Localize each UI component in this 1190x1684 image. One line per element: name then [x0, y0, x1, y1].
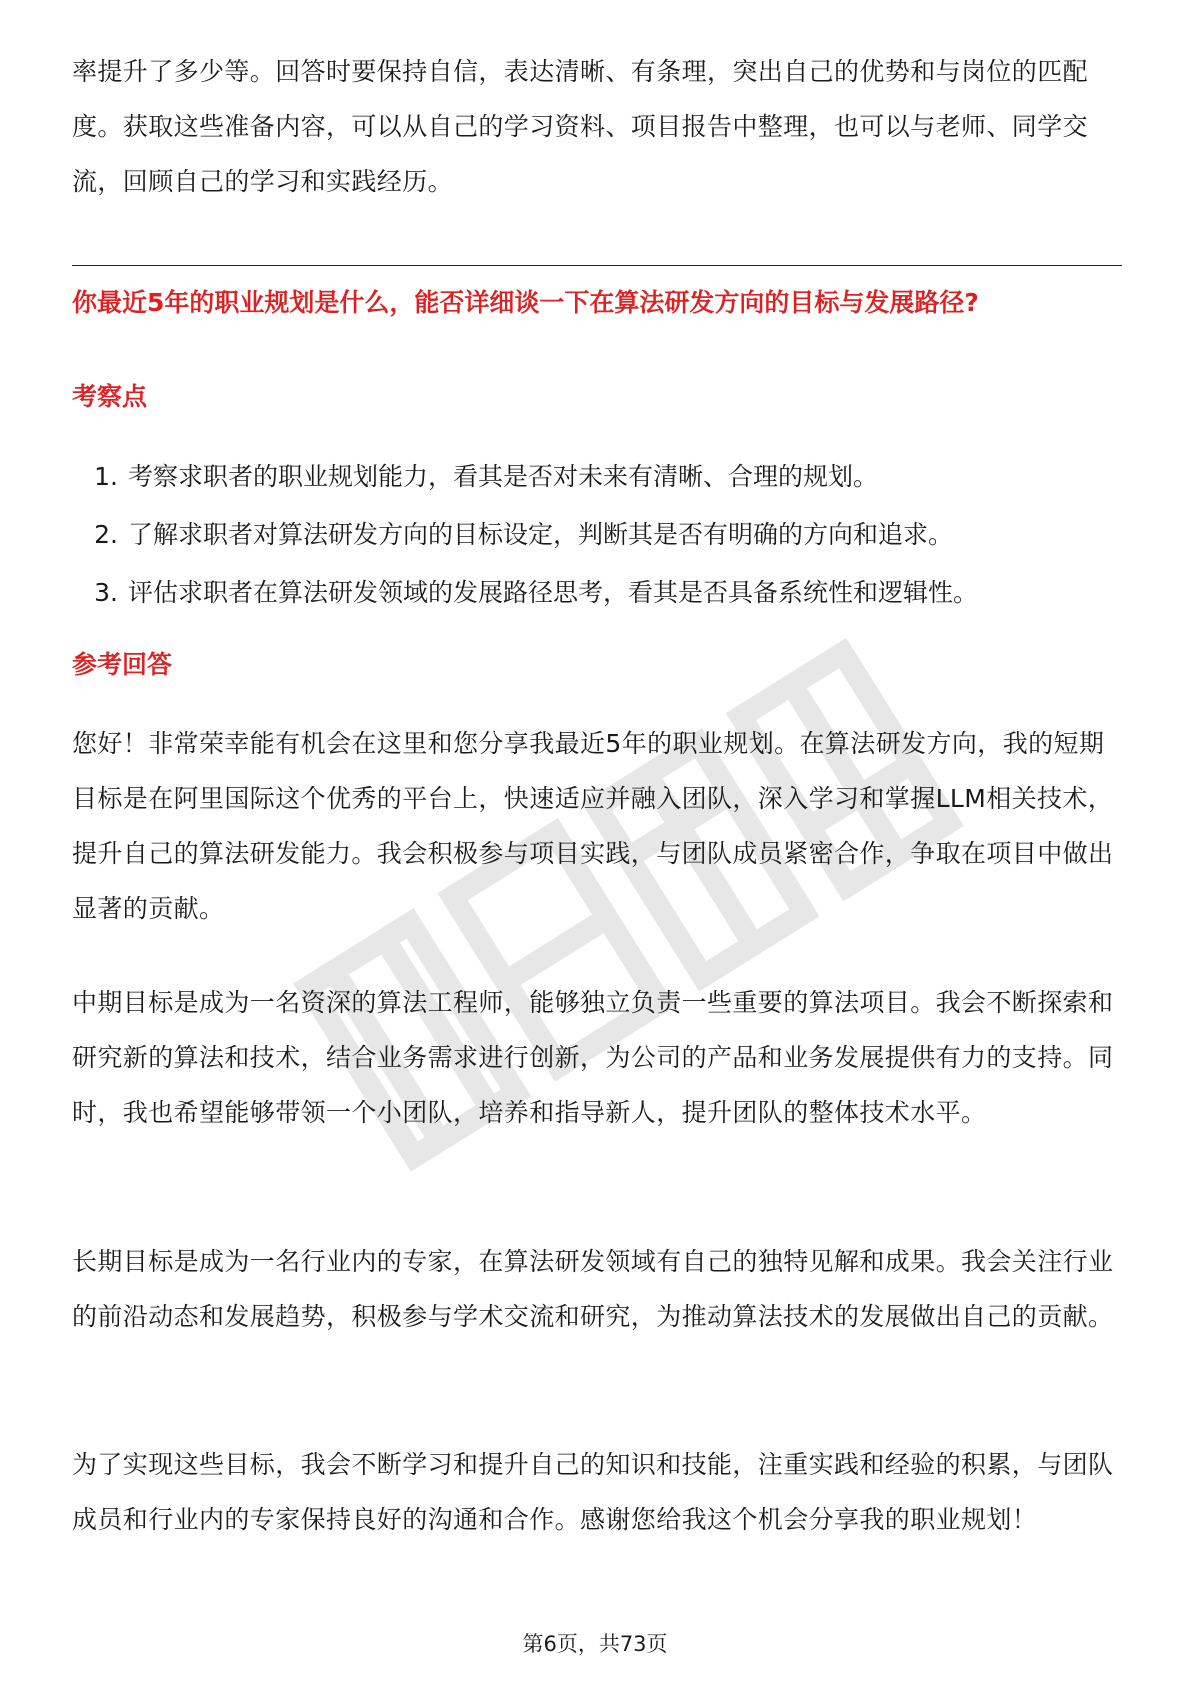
list-item-number: 1. [94, 462, 118, 491]
points-list [72, 448, 1122, 622]
answer-heading: 参考回答 [72, 650, 173, 679]
list-item [72, 506, 1122, 564]
answer-paragraph: 您好！非常荣幸能有机会在这里和您分享我最近5年的职业规划。在算法研发方向，我的短期目标是在阿里国际这个优秀的平台上，快速适应并融入团队，深入学习和掌握LLM相关技术，提升自己的算法研发能力。我会积极参与项目实践，与团队成员紧密合作，争取在项目中做出显著的贡献。 [72, 729, 1114, 923]
list-item [72, 448, 1122, 506]
list-item-text: 评估求职者在算法研发领域的发展路径思考，看其是否具备系统性和逻辑性。 [128, 578, 979, 607]
list-item-number: 3. [94, 578, 118, 607]
answer-paragraph: 中期目标是成为一名资深的算法工程师，能够独立负责一些重要的算法项目。我会不断探索和研究新的算法和技术，结合业务需求进行创新，为公司的产品和业务发展提供有力的支持。同时，我也希望能够带领一个小团队，培养和指导新人，提升团队的整体技术水平。 [72, 988, 1114, 1127]
answer-paragraph: 为了实现这些目标，我会不断学习和提升自己的知识和技能，注重实践和经验的积累，与团队成员和行业内的专家保持良好的沟通和合作。感谢您给我这个机会分享我的职业规划！ [72, 1450, 1114, 1534]
intro-paragraph: 率提升了多少等。回答时要保持自信，表达清晰、有条理，突出自己的优势和与岗位的匹配度。获取这些准备内容，可以从自己的学习资料、项目报告中整理，也可以与老师、同学交流，回顾自己的学习和实践经历。 [72, 57, 1089, 196]
list-item [72, 564, 1122, 622]
page-number-footer: 第6页，共73页 [522, 1632, 668, 1656]
section-divider [72, 265, 1122, 266]
list-item-text: 考察求职者的职业规划能力，看其是否对未来有清晰、合理的规划。 [128, 462, 879, 491]
list-item-number: 2. [94, 520, 118, 549]
points-heading: 考察点 [72, 382, 148, 411]
question-heading: 你最近5年的职业规划是什么，能否详细谈一下在算法研发方向的目标与发展路径? [72, 288, 979, 317]
list-item-text: 了解求职者对算法研发方向的目标设定，判断其是否有明确的方向和追求。 [128, 520, 954, 549]
answer-paragraph: 长期目标是成为一名行业内的专家，在算法研发领域有自己的独特见解和成果。我会关注行业的前沿动态和发展趋势，积极参与学术交流和研究，为推动算法技术的发展做出自己的贡献。 [72, 1247, 1114, 1331]
